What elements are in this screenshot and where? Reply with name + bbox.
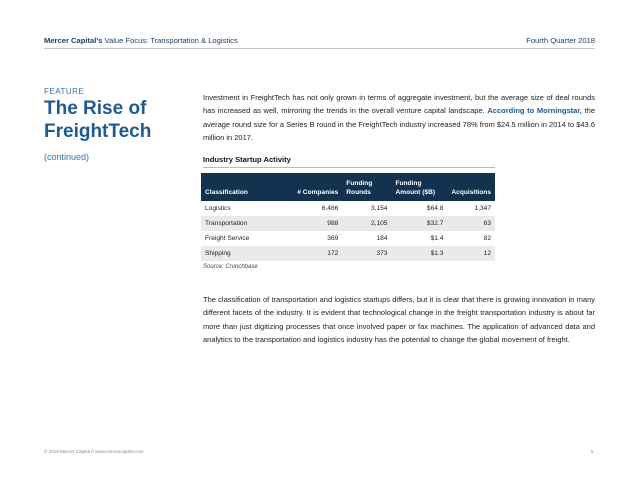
col-funding-amount-line1: Funding	[395, 180, 422, 187]
col-classification-header: Classification	[201, 173, 280, 201]
table-row	[201, 216, 495, 231]
col-acquisitions-header: Acquisitions	[447, 173, 495, 201]
cell-classification: Transportation	[201, 216, 280, 231]
cell-acquisitions: 1,347	[474, 205, 491, 212]
intro-text-end: the average round size for a Series B round in the FreightTech industry increased 78% from $24.5 million in 2014 to $43.6 million in 2017.	[203, 106, 595, 143]
cell-acquisitions: 12	[447, 246, 495, 261]
header-publication	[44, 36, 238, 45]
cell-classification: Shipping	[201, 246, 280, 261]
col-funding-amount-header	[391, 173, 447, 201]
page-number: 5	[591, 449, 594, 454]
table-title: Industry Startup Activity	[203, 155, 291, 164]
morningstar-link[interactable]: According to Morningstar,	[487, 106, 582, 116]
intro-paragraph	[203, 91, 595, 145]
table-row	[201, 231, 495, 246]
col-companies-header: # Companies	[280, 173, 342, 201]
col-funding-rounds-line2: Rounds	[346, 189, 371, 196]
col-funding-rounds-header	[342, 173, 391, 201]
table-row	[201, 201, 495, 216]
header-brand: Mercer Capital's	[44, 36, 103, 45]
cell-acquisitions: 82	[483, 235, 491, 242]
col-funding-rounds-line1: Funding	[346, 180, 373, 187]
header-period: Fourth Quarter 2018	[526, 36, 595, 45]
table-row	[201, 246, 495, 261]
cell-classification: Logistics	[205, 205, 231, 212]
cell-rounds: 2,105	[342, 216, 391, 231]
startup-activity-table	[201, 173, 495, 261]
intro-text-start: Investment in FreightTech has not only grown in terms of aggregate investment, but the average size of deal rounds has increased as well, mirroring the trends in the overall venture capital landscape.	[203, 93, 595, 116]
cell-companies: 6,466	[321, 205, 339, 212]
cell-companies: 172	[280, 246, 342, 261]
table-header-row	[201, 173, 495, 201]
cell-rounds: 184	[376, 235, 388, 242]
cell-amount: $32.7	[391, 216, 447, 231]
cell-amount: $64.8	[426, 205, 444, 212]
page-header	[44, 36, 595, 45]
col-funding-amount-line2: Amount ($B)	[395, 189, 436, 196]
closing-paragraph: The classification of transportation and logistics startups differs, but it is clear that there is growing innovation in many different facets of the industry. It is evident that technological change in the freight transportation industry is about far more than just digitizing processes that once involved paper or fax machines. The application of advanced data and analytics to the transportation and logistics industry has the potential to change the global movement of freight.	[203, 295, 595, 345]
feature-title: The Rise of FreightTech	[44, 98, 152, 142]
cell-companies: 369	[327, 235, 339, 242]
cell-amount: $1.3	[391, 246, 447, 261]
continued-label: (continued)	[44, 152, 90, 162]
cell-acquisitions: 63	[447, 216, 495, 231]
cell-rounds: 3,154	[370, 205, 388, 212]
table-source: Source: Crunchbase	[203, 264, 258, 270]
cell-classification: Freight Service	[205, 235, 250, 242]
cell-rounds: 373	[342, 246, 391, 261]
footer-copyright: © 2018 Mercer Capital // www.mercercapital.com	[44, 449, 144, 454]
cell-companies: 988	[280, 216, 342, 231]
header-divider	[44, 48, 595, 49]
cell-amount: $1.4	[430, 235, 444, 242]
feature-kicker: FEATURE	[44, 87, 85, 96]
header-section: Value Focus: Transportation & Logistics	[104, 36, 238, 45]
table-title-divider	[203, 167, 495, 168]
